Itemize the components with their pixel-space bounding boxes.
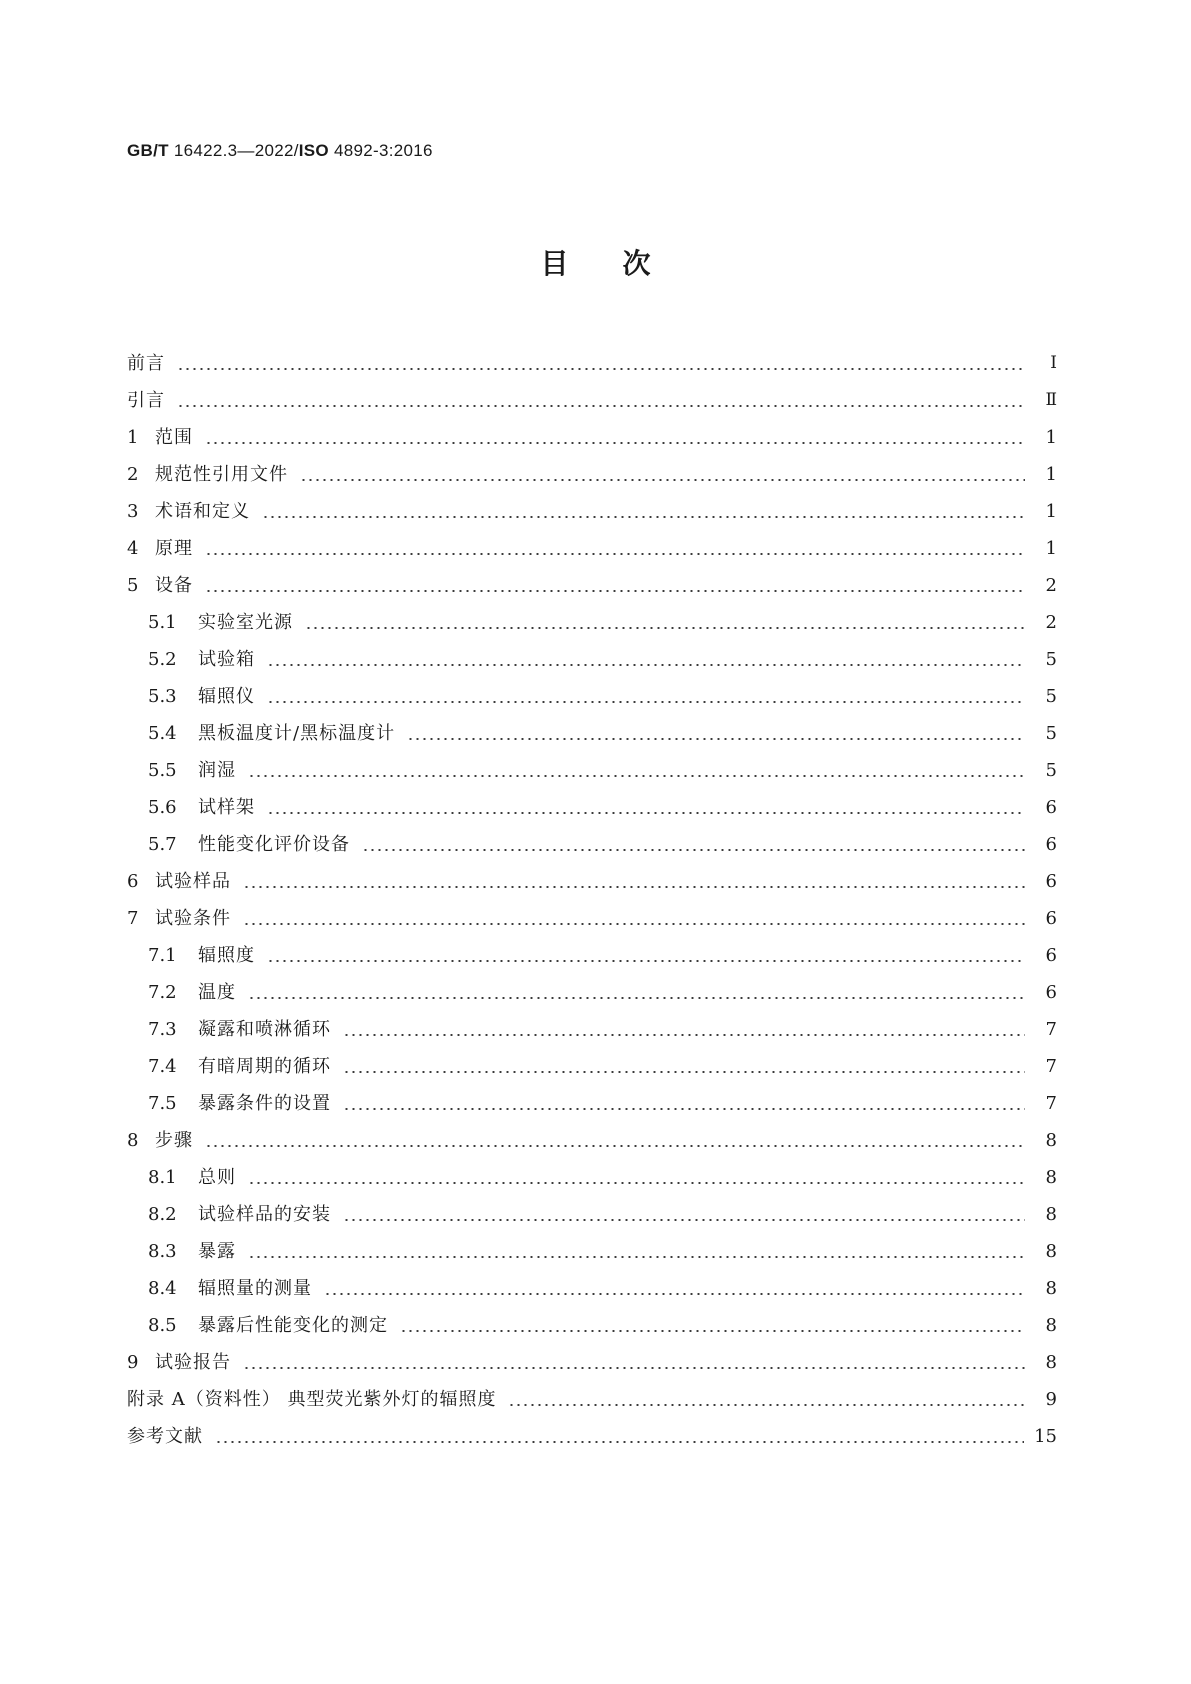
toc-entry-number: 1 bbox=[127, 427, 139, 448]
toc-entry-number: 9 bbox=[127, 1352, 139, 1373]
toc-entry-page: 1 bbox=[1045, 464, 1057, 485]
toc-entry-number: 8.5 bbox=[148, 1315, 177, 1336]
toc-entry-label: 原理 bbox=[155, 538, 193, 559]
toc-entry-label: 性能变化评价设备 bbox=[198, 834, 350, 855]
toc-entry-label: 规范性引用文件 bbox=[155, 464, 288, 485]
toc-entry-page: 8 bbox=[1045, 1315, 1057, 1336]
toc-entry-number: 5.7 bbox=[148, 834, 177, 855]
toc-entry-label: 总则 bbox=[198, 1167, 236, 1188]
toc-entry-label: 黑板温度计/黑标温度计 bbox=[198, 723, 396, 744]
toc-entry[interactable] bbox=[127, 937, 1057, 974]
toc-entry-page: 8 bbox=[1045, 1167, 1057, 1188]
toc-entry-label: 试验样品的安装 bbox=[198, 1204, 331, 1225]
table-of-contents bbox=[127, 345, 1057, 1455]
toc-entry[interactable] bbox=[127, 1196, 1057, 1233]
toc-entry[interactable] bbox=[127, 752, 1057, 789]
toc-entry-page: Ⅱ bbox=[1045, 390, 1057, 410]
toc-dot-leader bbox=[324, 1293, 1025, 1295]
toc-entry-label: 暴露后性能变化的测定 bbox=[198, 1315, 388, 1336]
toc-dot-leader bbox=[243, 886, 1025, 888]
toc-entry[interactable] bbox=[127, 1381, 1057, 1418]
toc-entry-number: 5.1 bbox=[148, 612, 177, 633]
toc-dot-leader bbox=[343, 1219, 1025, 1221]
toc-dot-leader bbox=[508, 1404, 1025, 1406]
toc-entry[interactable] bbox=[127, 1307, 1057, 1344]
toc-entry-label: 试验样品 bbox=[155, 871, 231, 892]
toc-dot-leader bbox=[400, 1330, 1025, 1332]
toc-entry-page: 1 bbox=[1045, 538, 1057, 559]
toc-entry-number: 7.3 bbox=[148, 1019, 177, 1040]
toc-entry-number: 7.5 bbox=[148, 1093, 177, 1114]
toc-entry[interactable] bbox=[127, 678, 1057, 715]
toc-entry-label: 实验室光源 bbox=[198, 612, 293, 633]
toc-entry-number: 8 bbox=[127, 1130, 139, 1151]
iso-label: ISO bbox=[298, 141, 329, 160]
toc-dot-leader bbox=[267, 812, 1025, 814]
toc-entry-number: 8.2 bbox=[148, 1204, 177, 1225]
toc-dot-leader bbox=[267, 960, 1025, 962]
toc-entry-page: 2 bbox=[1045, 612, 1057, 633]
toc-dot-leader bbox=[248, 1256, 1025, 1258]
toc-entry-label: 辐照仪 bbox=[198, 686, 255, 707]
toc-entry-label: 凝露和喷淋循环 bbox=[198, 1019, 331, 1040]
title-part-1: 目 bbox=[540, 247, 569, 280]
toc-dot-leader bbox=[205, 553, 1025, 555]
toc-entry-label: 前言 bbox=[127, 353, 165, 374]
toc-entry[interactable] bbox=[127, 900, 1057, 937]
toc-dot-leader bbox=[177, 368, 1025, 370]
toc-entry[interactable] bbox=[127, 863, 1057, 900]
toc-entry-page: 9 bbox=[1045, 1389, 1057, 1410]
toc-entry-label: 引言 bbox=[127, 390, 165, 411]
toc-entry[interactable] bbox=[127, 974, 1057, 1011]
toc-entry[interactable] bbox=[127, 1048, 1057, 1085]
toc-entry-label: 设备 bbox=[155, 575, 193, 596]
toc-entry-page: 5 bbox=[1045, 723, 1057, 744]
toc-entry[interactable] bbox=[127, 1418, 1057, 1455]
toc-entry-page: 6 bbox=[1045, 908, 1057, 929]
toc-entry[interactable] bbox=[127, 1122, 1057, 1159]
toc-entry-page: 7 bbox=[1045, 1019, 1057, 1040]
toc-entry-page: Ⅰ bbox=[1050, 353, 1057, 373]
toc-entry-page: 7 bbox=[1045, 1093, 1057, 1114]
toc-entry-label: 试样架 bbox=[198, 797, 255, 818]
toc-entry-number: 8.4 bbox=[148, 1278, 177, 1299]
toc-dot-leader bbox=[205, 442, 1025, 444]
toc-entry[interactable] bbox=[127, 456, 1057, 493]
toc-entry-label: 术语和定义 bbox=[155, 501, 250, 522]
toc-entry-page: 8 bbox=[1045, 1204, 1057, 1225]
toc-dot-leader bbox=[300, 479, 1025, 481]
toc-dot-leader bbox=[205, 590, 1025, 592]
toc-entry-number: 8.3 bbox=[148, 1241, 177, 1262]
toc-entry-label: 试验箱 bbox=[198, 649, 255, 670]
toc-entry-label: 参考文献 bbox=[127, 1426, 203, 1447]
toc-dot-leader bbox=[362, 849, 1025, 851]
toc-dot-leader bbox=[177, 405, 1025, 407]
toc-entry-label: 暴露条件的设置 bbox=[198, 1093, 331, 1114]
toc-dot-leader bbox=[248, 997, 1025, 999]
toc-entry-number: 5.4 bbox=[148, 723, 177, 744]
toc-entry-number: 7.1 bbox=[148, 945, 177, 966]
toc-dot-leader bbox=[407, 738, 1025, 740]
toc-entry[interactable] bbox=[127, 345, 1057, 382]
toc-dot-leader bbox=[267, 664, 1025, 666]
toc-entry-label: 温度 bbox=[198, 982, 236, 1003]
toc-entry-label: 附录 A（资料性） 典型荧光紫外灯的辐照度 bbox=[127, 1389, 497, 1410]
toc-dot-leader bbox=[267, 701, 1025, 703]
toc-entry-page: 5 bbox=[1045, 760, 1057, 781]
toc-entry-number: 5.2 bbox=[148, 649, 177, 670]
toc-entry-label: 有暗周期的循环 bbox=[198, 1056, 331, 1077]
toc-dot-leader bbox=[343, 1108, 1025, 1110]
document-header bbox=[127, 141, 433, 161]
toc-entry-number: 8.1 bbox=[148, 1167, 177, 1188]
toc-dot-leader bbox=[343, 1071, 1025, 1073]
toc-entry-label: 试验报告 bbox=[155, 1352, 231, 1373]
toc-dot-leader bbox=[243, 923, 1025, 925]
toc-entry-page: 8 bbox=[1045, 1130, 1057, 1151]
toc-entry-page: 1 bbox=[1045, 427, 1057, 448]
toc-entry[interactable] bbox=[127, 826, 1057, 863]
toc-entry-label: 润湿 bbox=[198, 760, 236, 781]
toc-dot-leader bbox=[305, 627, 1025, 629]
toc-entry-page: 1 bbox=[1045, 501, 1057, 522]
toc-entry-number: 5.3 bbox=[148, 686, 177, 707]
toc-entry-page: 8 bbox=[1045, 1352, 1057, 1373]
toc-entry-page: 6 bbox=[1045, 797, 1057, 818]
toc-entry[interactable] bbox=[127, 1233, 1057, 1270]
toc-entry-page: 8 bbox=[1045, 1241, 1057, 1262]
toc-entry-page: 15 bbox=[1034, 1426, 1057, 1447]
toc-entry-page: 6 bbox=[1045, 945, 1057, 966]
toc-entry[interactable] bbox=[127, 567, 1057, 604]
toc-entry[interactable] bbox=[127, 789, 1057, 826]
page-title bbox=[0, 244, 1191, 284]
toc-entry-label: 辐照量的测量 bbox=[198, 1278, 312, 1299]
toc-entry-label: 范围 bbox=[155, 427, 193, 448]
toc-entry-page: 2 bbox=[1045, 575, 1057, 596]
toc-dot-leader bbox=[215, 1441, 1024, 1443]
toc-entry-page: 6 bbox=[1045, 982, 1057, 1003]
toc-entry-number: 6 bbox=[127, 871, 139, 892]
toc-entry-number: 5 bbox=[127, 575, 139, 596]
toc-entry-number: 5.6 bbox=[148, 797, 177, 818]
toc-entry-number: 7.2 bbox=[148, 982, 177, 1003]
toc-dot-leader bbox=[243, 1367, 1025, 1369]
toc-entry-page: 5 bbox=[1045, 686, 1057, 707]
toc-entry[interactable] bbox=[127, 530, 1057, 567]
toc-entry-label: 辐照度 bbox=[198, 945, 255, 966]
toc-entry[interactable] bbox=[127, 1159, 1057, 1196]
toc-entry-label: 步骤 bbox=[155, 1130, 193, 1151]
title-part-2: 次 bbox=[622, 247, 651, 280]
toc-entry-number: 5.5 bbox=[148, 760, 177, 781]
toc-entry[interactable] bbox=[127, 604, 1057, 641]
toc-entry-label: 暴露 bbox=[198, 1241, 236, 1262]
toc-entry[interactable] bbox=[127, 1270, 1057, 1307]
toc-dot-leader bbox=[262, 516, 1025, 518]
toc-entry[interactable] bbox=[127, 1344, 1057, 1381]
toc-entry-page: 5 bbox=[1045, 649, 1057, 670]
toc-entry[interactable] bbox=[127, 641, 1057, 678]
toc-dot-leader bbox=[343, 1034, 1025, 1036]
toc-entry-page: 6 bbox=[1045, 871, 1057, 892]
toc-dot-leader bbox=[248, 775, 1025, 777]
toc-dot-leader bbox=[248, 1182, 1025, 1184]
standard-number: 16422.3—2022/ bbox=[173, 141, 299, 160]
toc-entry-page: 7 bbox=[1045, 1056, 1057, 1077]
toc-entry-number: 7 bbox=[127, 908, 139, 929]
toc-entry-number: 3 bbox=[127, 501, 139, 522]
toc-entry-page: 6 bbox=[1045, 834, 1057, 855]
toc-entry-number: 2 bbox=[127, 464, 139, 485]
toc-entry-number: 7.4 bbox=[148, 1056, 177, 1077]
toc-entry[interactable] bbox=[127, 382, 1057, 419]
standard-code: GB/T bbox=[127, 141, 169, 160]
toc-entry[interactable] bbox=[127, 1085, 1057, 1122]
toc-entry[interactable] bbox=[127, 1011, 1057, 1048]
toc-entry[interactable] bbox=[127, 419, 1057, 456]
toc-entry[interactable] bbox=[127, 493, 1057, 530]
toc-dot-leader bbox=[205, 1145, 1025, 1147]
iso-number: 4892-3:2016 bbox=[333, 141, 433, 160]
toc-entry-label: 试验条件 bbox=[155, 908, 231, 929]
toc-entry[interactable] bbox=[127, 715, 1057, 752]
toc-entry-number: 4 bbox=[127, 538, 139, 559]
toc-entry-page: 8 bbox=[1045, 1278, 1057, 1299]
